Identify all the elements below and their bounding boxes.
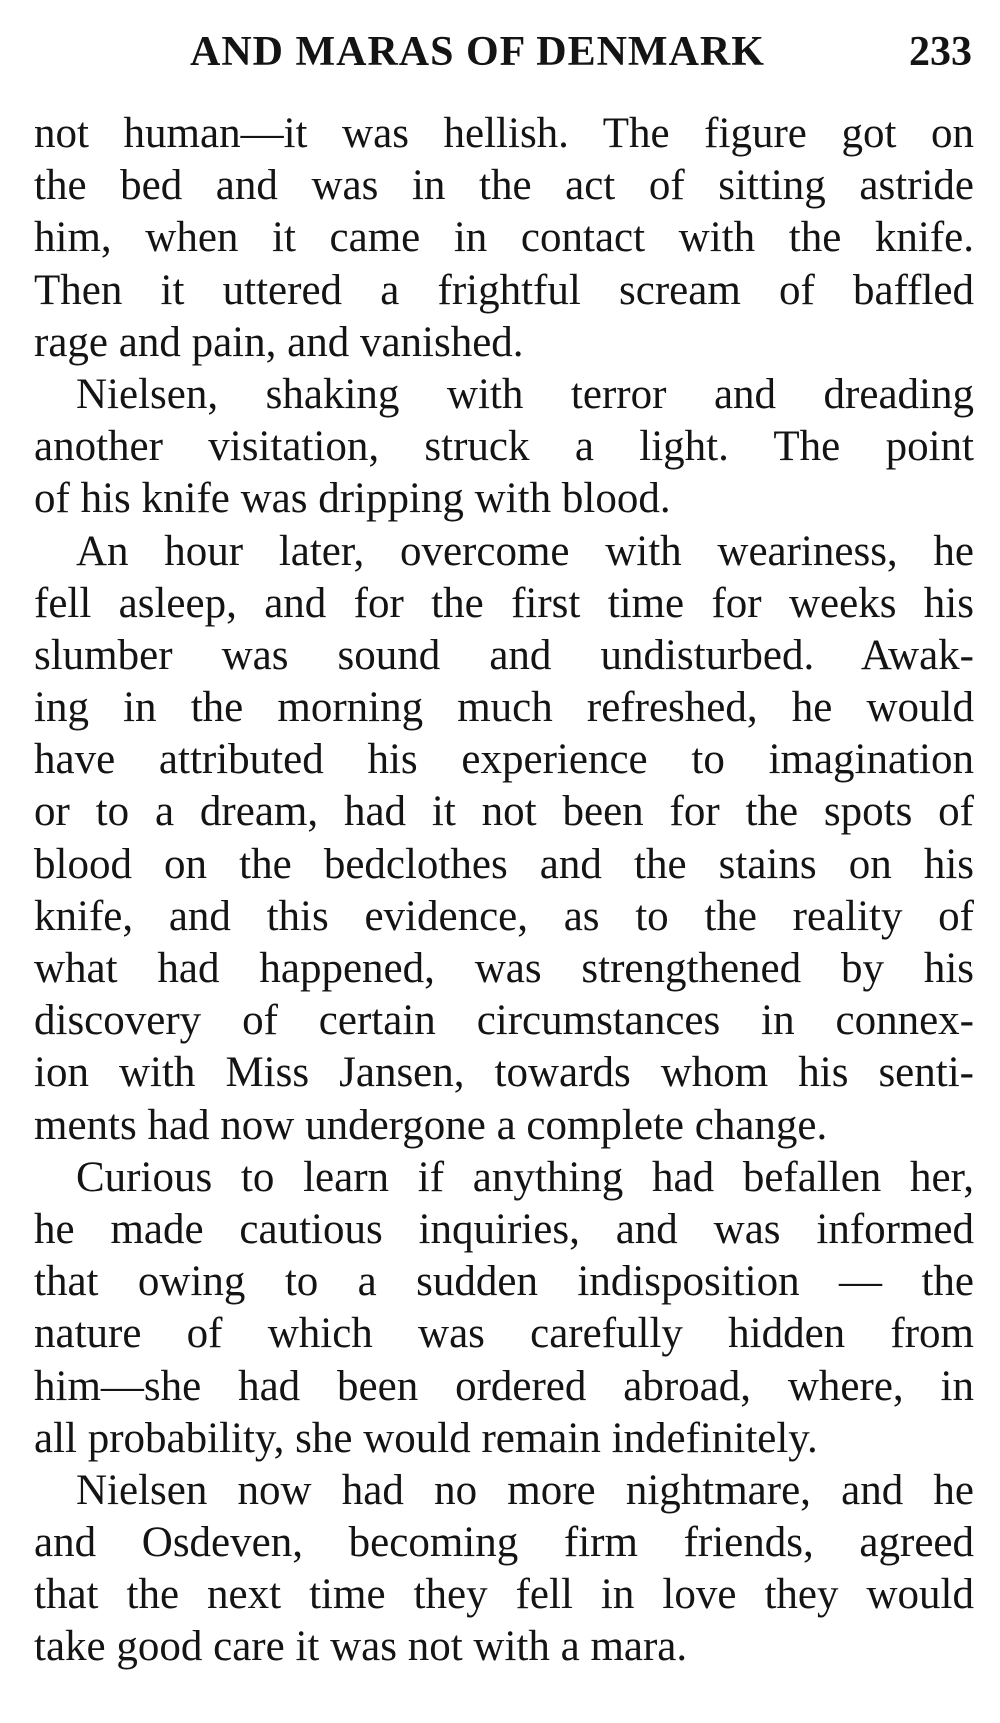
text-line: take good care it was not with a mara. [34, 1623, 688, 1671]
text-line: slumber was sound and undisturbed. Awak- [34, 631, 974, 679]
page-number: 233 [909, 29, 972, 75]
text-line: him—she had been ordered abroad, where, in [34, 1362, 974, 1410]
text-line: have attributed his experience to imagination [34, 736, 974, 784]
text-line: ing in the morning much refreshed, he would [34, 684, 974, 732]
text-line: ion with Miss Jansen, towards whom his senti- [34, 1049, 974, 1097]
text-line: all probability, she would remain indefinitely. [34, 1414, 818, 1462]
text-line: An hour later, overcome with weariness, he [76, 527, 974, 575]
text-line: ments had now undergone a complete change. [34, 1101, 828, 1149]
text-line: that the next time they fell in love they would [34, 1571, 974, 1619]
text-line: fell asleep, and for the first time for weeks his [34, 579, 974, 627]
text-line: nature of which was carefully hidden from [34, 1310, 974, 1358]
text-line: not human—it was hellish. The figure got on [34, 110, 974, 157]
text-line: of his knife was dripping with blood. [34, 475, 671, 523]
text-line: that owing to a sudden indisposition — the [34, 1258, 974, 1306]
text-line: or to a dream, had it not been for the spots of [34, 788, 974, 836]
text-line: blood on the bedclothes and the stains on his [34, 840, 974, 888]
text-line: Nielsen, shaking with terror and dreading [76, 370, 974, 418]
text-line: he made cautious inquiries, and was informed [34, 1205, 974, 1253]
text-line: rage and pain, and vanished. [34, 318, 524, 366]
body-text [34, 108, 974, 1674]
running-title: AND MARAS OF DENMARK [190, 29, 765, 75]
text-line: Nielsen now had no more nightmare, and he [76, 1466, 974, 1514]
text-line: the bed and was in the act of sitting astride [34, 162, 974, 210]
running-header [0, 28, 1000, 88]
text-line: Then it uttered a frightful scream of baffled [34, 266, 974, 314]
text-line: what had happened, was strengthened by his [34, 945, 974, 992]
text-line: discovery of certain circumstances in connex- [34, 997, 974, 1045]
text-line: knife, and this evidence, as to the reality of [34, 892, 974, 940]
text-line: him, when it came in contact with the knife. [34, 214, 974, 262]
text-line: and Osdeven, becoming firm friends, agreed [34, 1519, 974, 1567]
text-line: Curious to learn if anything had befallen her, [76, 1153, 974, 1201]
text-line: another visitation, struck a light. The point [34, 423, 974, 471]
